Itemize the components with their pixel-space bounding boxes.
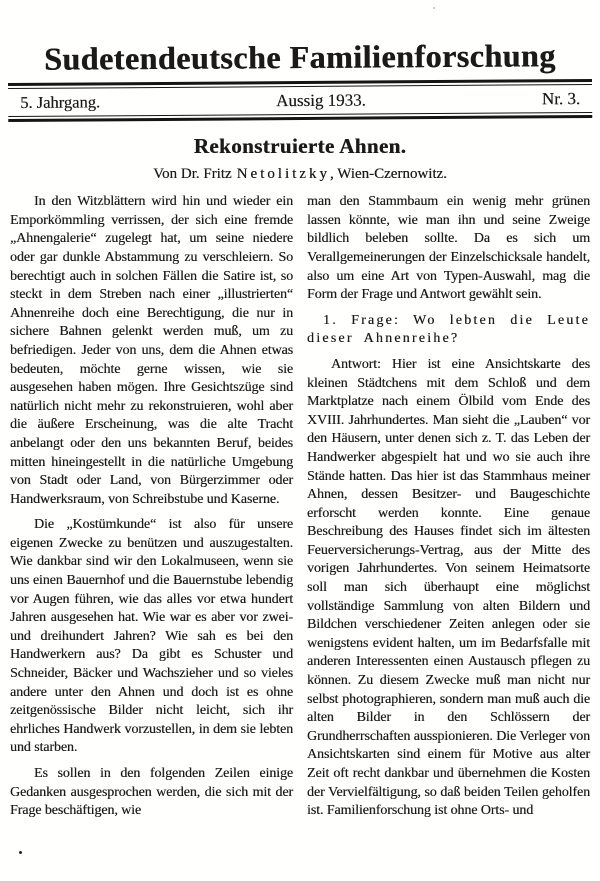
byline-suffix: , Wien-Czernowitz.	[329, 166, 447, 183]
author-name: Netolitzky	[236, 166, 330, 183]
answer-paragraph: Antwort: Hier ist eine Ansichtskarte des kleinen Städtchens mit dem Schloß und dem Marktplatze nach einem Ölbild vom Ende des XVIII. Jahrhundertes. Man sieht die „Lauben“ vor den Häusern, unter denen sich z. T. das Leben der Handwerker abgespielt hat und wo sie auch ihre Stände hatten. Das hier ist das Stammhaus meiner Ahnen, dessen Besitzer- und Baugeschichte erforscht werden konnte. Eine genaue Beschreibung des Hauses findet sich im ältesten Feuerversicherungs-Vertrag, aus der Mitte des vorigen Jahrhundertes. Von seinem Heimatsorte soll man sich überhaupt eine möglichst vollständige Sammlung von alten Bildern und Bildchen verschiedener Zeiten anlegen oder sie wenigstens evident halten, um im Bedarfsfalle mit anderen Interessenten einen Austausch pflegen zu können. Zu diesem Zwecke muß man nicht nur selbst photographieren, sondern man muß auch die alten Bilder in den Schlössern der Grundherrschaften ausspionieren. Die Verleger von Ansichtskarten sind einem für Motive aus alter Zeit oft recht dankbar und übernehmen die Kosten der Vervielfältigung, so daß beiden Teilen geholfen ist. Familienforschung ist ohne Orts- und	[307, 356, 590, 819]
scan-speck	[19, 851, 22, 854]
issue-number: Nr. 3.	[541, 89, 581, 109]
article-body	[0, 193, 600, 869]
article-byline	[0, 166, 600, 183]
scan-speck	[433, 7, 435, 9]
paragraph: Die „Kostümkunde“ ist also für unsere eigenen Zwecke zu benützen und auszugestalten. Wie dankbar sind wir den Lokalmuseen, wenn sie uns einen Bauernhof und die Bauernstube lebendig vor Augen führen, wie das alles vor etwa hundert Jahren ausgesehen hat. Wie war es aber vor zwei- und dreihundert Jahren? Wie sah es bei den Handwerkern aus? Da gibt es Schuster und Schneider, Bäcker und Wachszieher und so vieles andere unter den Ahnen und doch ist es ohne zeitgenössische Bilder nicht leicht, sich ihr ehrliches Handwerk vorzustellen, in dem sie lebten und starben.	[10, 517, 293, 756]
issue-place-date: Aussig 1933.	[276, 90, 366, 111]
paragraph: In den Witzblättern wird hin und wieder ein Emporkömmling verrissen, der sich eine fremde „Ahnengalerie“ zugelegt hat, um seine niedere oder gar dunkle Abstammung zu verschleiern. So berechtigt auch in solchen Fällen die Satire ist, so steckt in dem Streben nach einer „illustrierten“ Ahnenreihe doch eine Berechtigung, die nur in sichere Bahnen gelenkt werden muß, um zu befriedigen. Jeder von uns, dem die Ahnen etwas bedeuten, möchte gerne wissen, wie sie ausgesehen haben mögen. Ihre Gesichtszüge sind natürlich nicht mehr zu rekonstruieren, wohl aber die äußere Erscheinung, was die alte Tracht anbelangt oder den uns bekannten Beruf, beides mitten hineingestellt in die natürliche Umgebung von Stadt oder Land, von Bürgerzimmer oder Handwerksraum, von Schreibstube und Kaserne.	[10, 194, 293, 507]
left-column	[10, 193, 293, 869]
issue-info-row	[8, 85, 592, 116]
masthead	[0, 38, 600, 122]
byline-prefix: Von Dr. Fritz	[153, 166, 232, 183]
paragraph-continuation: man den Stammbaum ein wenig mehr grünen lassen könnte, wie man ihn und seine Zweige bildlich beleben sollte. Da es sich um Verallgemeinerungen der Einzelschicksale handelt, also um eine Art von Typen-Auswahl, mag die Form der Frage und Antwort gewählt sein.	[307, 194, 590, 303]
question-heading: 1. Frage: Wo lebten die Leute dieser Ahnenreihe?	[307, 312, 590, 347]
issue-volume: 5. Jahrgang.	[20, 92, 101, 113]
right-column	[307, 193, 590, 869]
paragraph: Es sollen in den folgenden Zeilen einige Gedanken ausgesprochen werden, die sich mit der Frage beschäftigen, wie	[10, 766, 293, 819]
masthead-title: Sudetendeutsche Familienforschung	[43, 37, 556, 77]
article-title: Rekonstruierte Ahnen.	[193, 134, 407, 159]
